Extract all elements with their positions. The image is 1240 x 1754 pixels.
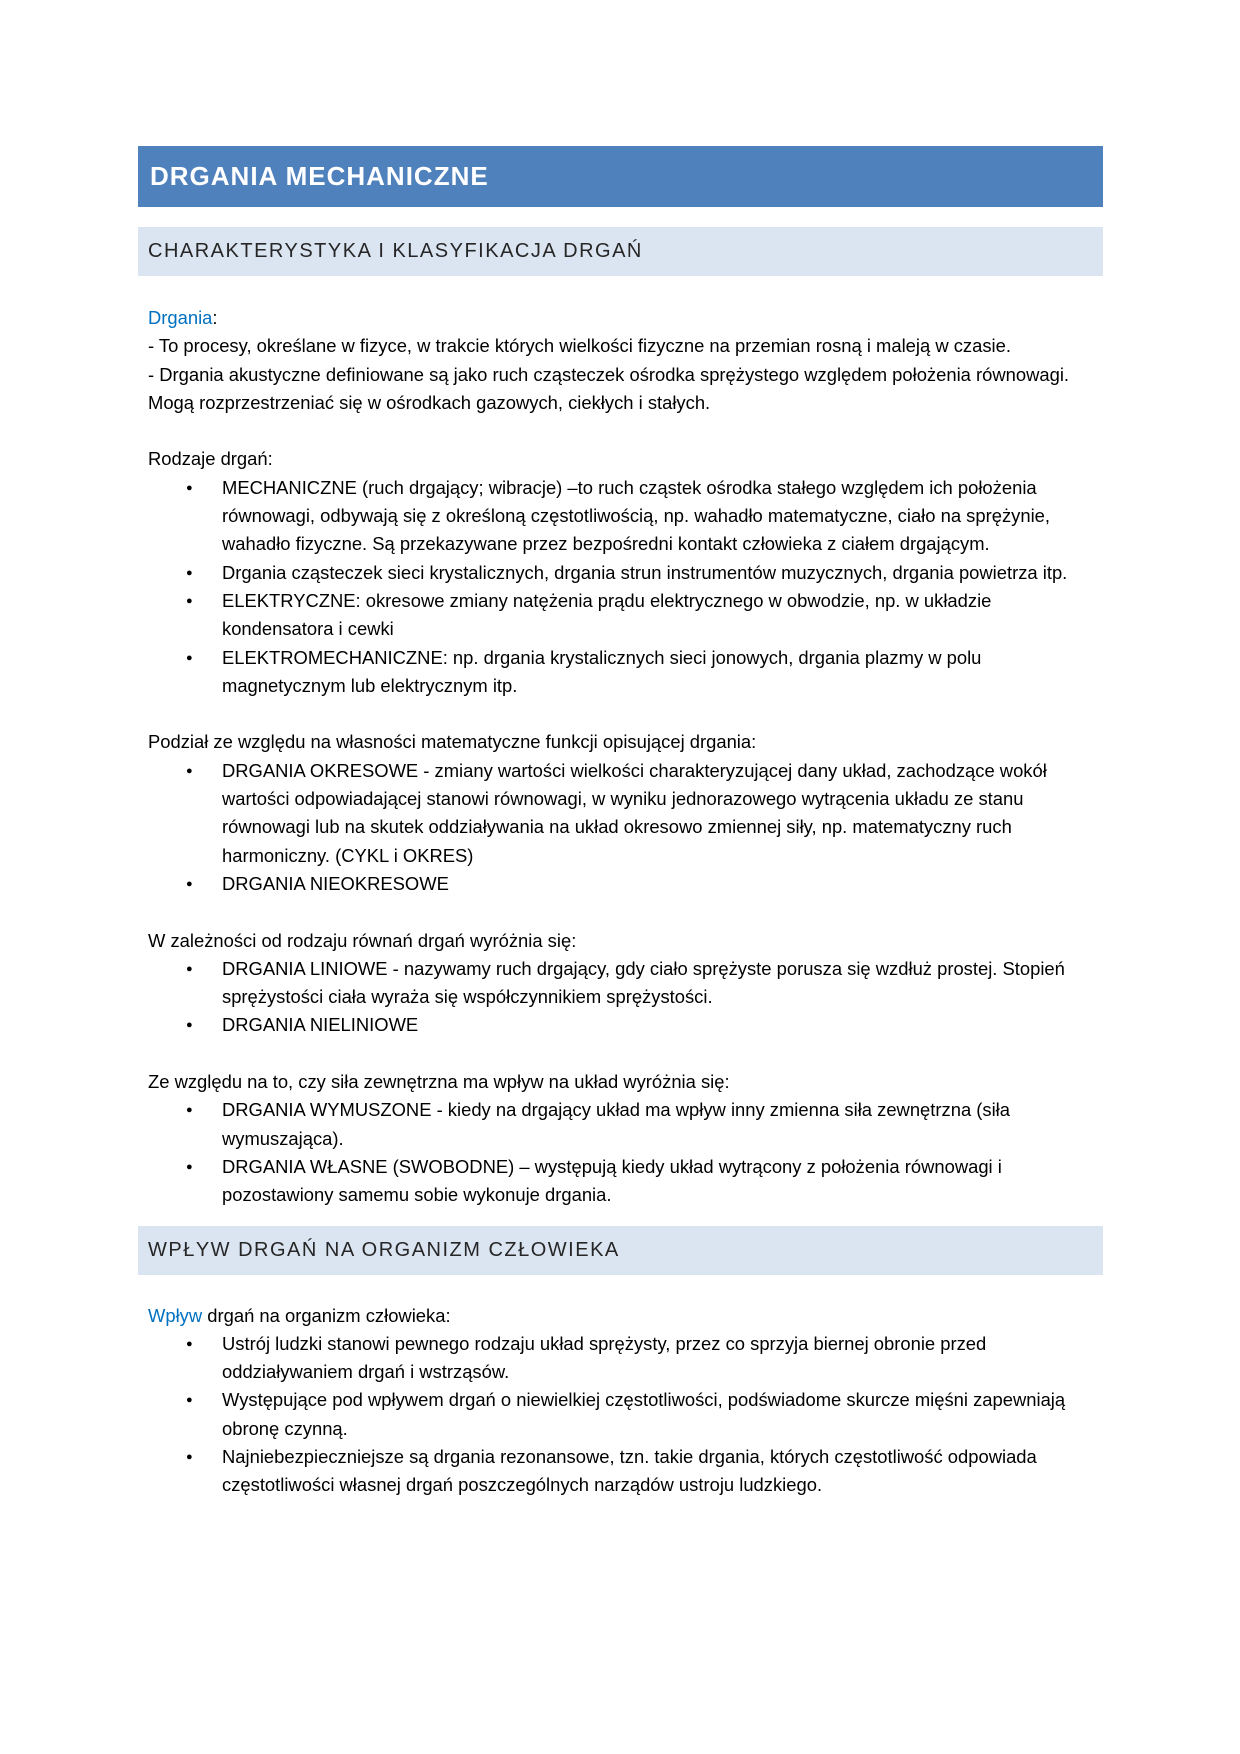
list-item: ● DRGANIA NIELINIOWE bbox=[222, 1011, 1099, 1039]
list-item: ● ELEKTRYCZNE: okresowe zmiany natężenia prądu elektrycznego w obwodzie, np. w układzie kondensatora i cewki bbox=[222, 587, 1099, 644]
list-item: ● MECHANICZNE (ruch drgający; wibracje) –to ruch cząstek ośrodka stałego względem ich położenia równowagi, odbywają się z określoną częstotliwością, np. wahadło matematyczne, ciało na sprężynie, wahadło fizyczne. Są przekazywane przez bezpośredni kontakt człowieka z ciałem drgającym. bbox=[222, 474, 1099, 559]
list-item: ● DRGANIA LINIOWE - nazywamy ruch drgający, gdy ciało sprężyste porusza się wzdłuż prostej. Stopień sprężystości ciała wyraża się współczynnikiem sprężystości. bbox=[222, 955, 1099, 1012]
list-item: ● DRGANIA OKRESOWE - zmiany wartości wielkości charakteryzującej dany układ, zachodzące wokół wartości odpowiadającej stanowi równowagi, w wyniku jednorazowego wytrącenia układu ze stanu równowagi lub na skutek oddziaływania na układ okresowo zmiennej siły, np. matematyczny ruch harmoniczny. (CYKL i OKRES) bbox=[222, 757, 1099, 870]
section-heading-impact: WPŁYW DRGAŃ NA ORGANIZM CZŁOWIEKA bbox=[138, 1226, 1103, 1275]
list-item: ● Drgania cząsteczek sieci krystalicznych, drgania strun instrumentów muzycznych, drgania powietrza itp. bbox=[222, 559, 1099, 587]
group-heading-external-force: Ze względu na to, czy siła zewnętrzna ma wpływ na układ wyróżnia się: bbox=[148, 1071, 730, 1093]
list-item: ● DRGANIA NIEOKRESOWE bbox=[222, 870, 1099, 898]
bullet-list-equations bbox=[148, 955, 1099, 1040]
drgania-colon: : bbox=[212, 307, 218, 328]
list-item: ● DRGANIA WYMUSZONE - kiedy na drgający układ ma wpływ inny zmienna siła zewnętrzna (siła wymuszająca). bbox=[222, 1096, 1099, 1153]
bullet-list-impact bbox=[148, 1330, 1099, 1500]
section-body-impact bbox=[138, 1302, 1103, 1500]
bullet-list-types bbox=[148, 474, 1099, 700]
drgania-term: Drgania bbox=[148, 307, 213, 328]
list-item: ● Ustrój ludzki stanowi pewnego rodzaju układ sprężysty, przez co sprzyja biernej obronie przed oddziaływaniem drgań i wstrząsów. bbox=[222, 1330, 1099, 1387]
drgania-term-line bbox=[148, 304, 1099, 332]
list-item: ● DRGANIA WŁASNE (SWOBODNE) – występują kiedy układ wytrącony z położenia równowagi i pozostawiony samemu sobie wykonuje drgania. bbox=[222, 1153, 1099, 1210]
impact-intro-line bbox=[148, 1302, 1099, 1330]
document-title: DRGANIA MECHANICZNE bbox=[138, 146, 1103, 207]
definition-line: - To procesy, określane w fizyce, w trakcie których wielkości fizyczne na przemian rosną i maleją w czasie. bbox=[148, 335, 1011, 357]
list-item: ● ELEKTROMECHANICZNE: np. drgania krystalicznych sieci jonowych, drgania plazmy w polu magnetycznym lub elektrycznym itp. bbox=[222, 644, 1099, 701]
document-page bbox=[138, 146, 1103, 1500]
bullet-list-external-force bbox=[148, 1096, 1099, 1209]
bullet-list-math bbox=[148, 757, 1099, 898]
definition-line: - Drgania akustyczne definiowane są jako ruch cząsteczek ośrodka sprężystego względem położenia równowagi. Mogą rozprzestrzeniać się w ośrodkach gazowych, ciekłych i stałych. bbox=[148, 363, 1070, 413]
section-heading-characteristics: CHARAKTERYSTYKA I KLASYFIKACJA DRGAŃ bbox=[138, 227, 1103, 276]
section-body-characteristics bbox=[138, 304, 1103, 1210]
list-item: ● Najniebezpieczniejsze są drgania rezonansowe, tzn. takie drgania, których częstotliwość odpowiada częstotliwości własnej drgań poszczególnych narządów ustroju ludzkiego. bbox=[222, 1443, 1099, 1500]
impact-intro-rest: drgań na organizm człowieka: bbox=[202, 1304, 451, 1326]
list-item: ● Występujące pod wpływem drgań o niewielkiej częstotliwości, podświadome skurcze mięśni zapewniają obronę czynną. bbox=[222, 1386, 1099, 1443]
group-heading-math: Podział ze względu na własności matematyczne funkcji opisującej drgania: bbox=[148, 731, 757, 753]
group-heading-equations: W zależności od rodzaju równań drgań wyróżnia się: bbox=[148, 929, 577, 951]
group-heading-types: Rodzaje drgań: bbox=[148, 448, 273, 470]
impact-intro-term: Wpływ bbox=[148, 1304, 203, 1326]
